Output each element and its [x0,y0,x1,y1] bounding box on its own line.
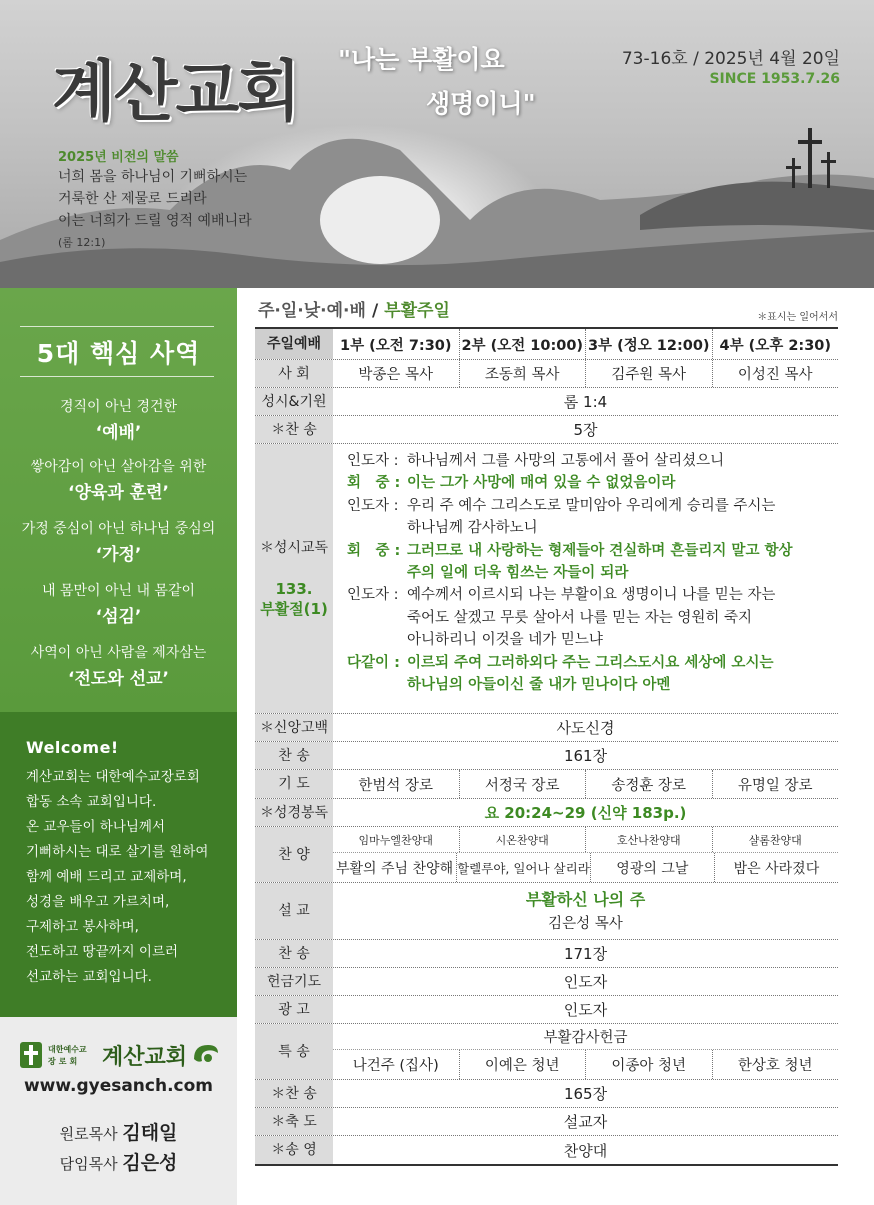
choir-name: 시온찬양대 [459,827,586,852]
row-label [255,444,333,713]
row-value: 인도자 [563,973,608,991]
litany-phrase: 우리 주 예수 그리스도로 말미암아 우리에게 승리를 주시는 [407,497,776,514]
worship-title-left: 주·일·낮·예·배 [258,301,366,321]
litany-phrase: 주의 일에 더욱 힘쓰는 자들이 되라 [407,565,629,582]
choir-name: 샬롬찬양대 [712,827,839,852]
table-row-scripture [255,799,838,827]
welcome-title: Welcome! [26,738,119,757]
welcome-line: 함께 예배 드리고 교제하며, [26,869,187,885]
choir-name: 임마누엘찬양대 [358,833,433,847]
pastor-senior-name: 김은성 [122,1152,178,1174]
row-label: ＊찬 송 [255,1080,333,1107]
row-value: 사도신경 [556,719,615,737]
table-row-creed [255,714,838,742]
core-item-sub: 가정 중심이 아닌 하나님 중심의 [21,521,216,537]
litany-phrase: 하나님께 감사하노니 [407,520,538,537]
row-value: 설교자 [563,1113,608,1131]
service-time: 1부 (오전 7:30) [339,337,452,354]
litany-line [347,450,838,472]
special-singer: 이예은 청년 [459,1050,586,1079]
welcome-line: 선교하는 교회입니다. [26,969,152,985]
choir-name: 호산나찬양대 [585,827,712,852]
table-row-offering-prayer [255,968,838,996]
litany-phrase: 죽어도 살겠고 무릇 살아서 나를 믿는 자는 영원히 죽지 [407,609,753,626]
litany-line [347,472,838,494]
litany-speaker: 인도자 : [347,587,399,604]
table-row-notice [255,996,838,1024]
row-label: 성시&기원 [255,388,333,415]
divider [20,376,214,377]
row-label: 설 교 [255,883,333,939]
divider [20,326,214,327]
pastor-senior-label: 담임목사 [59,1155,118,1173]
host-name: 박종은 목사 [358,367,434,383]
table-row-hymn [255,1080,838,1108]
choir-song: 영광의 그날 [590,853,714,882]
sermon-title: 부활하신 나의 주 [525,890,646,909]
core-item-sub: 쌓아감이 아닌 살아감을 위한 [30,459,207,475]
row-label: 사 회 [255,360,333,387]
table-row-call-to-worship [255,388,838,416]
litany-line [347,629,838,651]
litany-phrase: 그러므로 내 사랑하는 형제들아 견실하며 흔들리지 말고 항상 [407,542,793,559]
litany-text [333,444,838,713]
table-row-hymn [255,416,838,444]
litany-number [260,579,328,619]
host-name: 김주원 목사 [585,360,712,387]
litany-speaker: 인도자 : [347,453,399,469]
table-row-choir [255,827,838,883]
row-label: 주일예배 [255,329,333,359]
litany-line [347,562,838,584]
table-row-hymn [255,742,838,770]
logo-denomination: 장로회 [48,1057,81,1066]
litany-phrase: 이는 그가 사망에 매여 있을 수 없었음이라 [407,475,676,492]
row-value: 인도자 [563,1001,608,1019]
table-row-sermon [255,883,838,940]
vision-line: 거룩한 산 제물로 드리라 [58,191,207,207]
special-singer: 나건주 (집사) [352,1058,439,1074]
table-row-doxology [255,1136,838,1164]
welcome-line: 계산교회는 대한예수교장로회 [26,769,200,785]
special-singer: 한상호 청년 [712,1050,839,1079]
easter-quote-line2: 생명이니" [426,89,536,118]
table-row-prayer [255,770,838,799]
service-time: 3부 (정오 12:00) [585,329,712,359]
row-label: 기 도 [255,770,333,798]
litany-label: ＊성시교독 [259,539,329,556]
prayer-name: 유명일 장로 [712,770,839,798]
litany-phrase: 하나님께서 그를 사망의 고통에서 풀어 살리셨으니 [407,453,725,469]
table-row-benediction [255,1108,838,1136]
row-label: 헌금기도 [255,968,333,995]
header-banner [0,0,874,288]
row-label: ＊신앙고백 [255,714,333,741]
special-song-title: 부활감사헌금 [333,1024,838,1050]
core-item-main: ‘전도와 선교’ [68,669,169,689]
pastor-emeritus [0,1118,237,1145]
church-title: 계산교회 [52,53,300,130]
litany-phrase: 이르되 주여 그러하외다 주는 그리스도시요 세상에 오시는 [407,654,774,671]
prayer-name: 서정국 장로 [459,770,586,798]
litany-line [347,652,838,674]
host-name: 조동희 목사 [459,360,586,387]
pastor-emeritus-name: 김태일 [122,1122,178,1144]
choir-song: 부활의 주님 찬양해 [336,860,454,877]
row-label: 광 고 [255,996,333,1023]
row-label: 찬 송 [255,742,333,769]
row-value: 161장 [563,747,608,765]
church-logo-cross-icon [20,1042,42,1068]
core-ministry-title: 5대 핵심 사역 [36,339,201,368]
choir-song: 할렐루야, 일어나 살리라 [456,853,590,882]
special-singer: 이종아 청년 [585,1050,712,1079]
core-item-main: ‘섬김’ [95,607,142,627]
litany-line [347,674,838,696]
litany-speaker: 회 중 : [347,475,401,492]
litany-line [347,584,838,606]
litany-line [347,517,838,539]
row-label: ＊송 영 [255,1136,333,1164]
church-website-link[interactable]: www.gyesanch.com [23,1076,214,1096]
row-label: 찬 송 [255,940,333,967]
core-item-main: ‘가정’ [95,545,142,565]
litany-speaker: 회 중 : [347,542,401,559]
table-row-hymn [255,940,838,968]
issue-date: 73-16호 / 2025년 4월 20일 [621,49,840,69]
host-name: 이성진 목사 [712,360,839,387]
vision-reference: (롬 12:1) [58,236,106,249]
row-value: 165장 [563,1085,608,1103]
row-label: ＊축 도 [255,1108,333,1135]
core-item-sub: 내 몸만이 아닌 내 몸같이 [41,583,196,599]
three-crosses-icon [782,124,842,190]
vision-line: 너희 몸을 하나님이 기뻐하시는 [58,169,248,185]
standing-note: ＊표시는 일어서서 [757,312,838,323]
row-label: ＊성경봉독 [255,799,333,826]
prayer-name: 한범석 장로 [358,777,434,794]
vision-title: 2025년 비전의 말씀 [58,150,179,165]
core-item-sub: 사역이 아닌 사람을 제자삼는 [30,645,207,661]
row-value: 찬양대 [563,1141,608,1160]
row-label: 찬 양 [255,827,333,882]
litany-number-line: 133. [275,579,313,598]
since-date: SINCE 1953.7.26 [709,71,840,87]
row-label: ＊찬 송 [255,416,333,443]
easter-quote-line1: "나는 부활이요 [338,45,505,74]
worship-order-table [255,327,838,1166]
scripture-reference: 요 20:24~29 (신약 183p.) [484,804,687,822]
litany-line [347,607,838,629]
service-time: 4부 (오후 2:30) [712,329,839,359]
welcome-line: 온 교우들이 하나님께서 [26,819,165,835]
welcome-line: 성경을 배우고 가르치며, [26,894,170,910]
litany-phrase: 하나님의 아들이신 줄 내가 믿나이다 아멘 [407,677,671,694]
title-separator: / [371,301,379,321]
pastor-emeritus-label: 원로목사 [59,1125,118,1143]
core-item-sub: 경직이 아닌 경건한 [59,399,178,415]
row-value: 171장 [563,945,608,963]
table-row-host [255,360,838,388]
vision-line: 이는 너희가 드릴 영적 예배니라 [58,213,252,229]
welcome-line: 기뻐하시는 대로 살기를 원하여 [26,844,209,860]
church-logo-wave-icon [190,1041,220,1067]
welcome-line: 전도하고 땅끝까지 이르러 [26,944,179,960]
core-item-main: ‘예배’ [95,423,142,443]
litany-phrase: 예수께서 이르시되 나는 부활이요 생명이니 나를 믿는 자는 [407,587,776,604]
litany-line [347,540,838,562]
worship-order-title [258,296,450,321]
litany-phrase: 아니하리니 이것을 네가 믿느냐 [407,632,603,649]
choir-song: 밤은 사라졌다 [714,853,838,882]
table-row-special-song [255,1024,838,1080]
core-item-main: ‘양육과 훈련’ [68,483,169,503]
worship-title-right: 부활주일 [384,301,450,321]
row-value: 롬 1:4 [563,393,608,411]
pastor-senior [0,1148,237,1175]
sermon-preacher: 김은성 목사 [548,916,623,932]
litany-speaker: 다같이 : [347,654,400,671]
row-label: 특 송 [255,1024,333,1079]
welcome-line: 구제하고 봉사하며, [26,919,139,935]
row-value: 5장 [573,421,598,439]
litany-line [347,495,838,517]
litany-number-line: 부활절(1) [260,599,328,618]
litany-speaker: 인도자 : [347,497,399,514]
logo-church-name: 계산교회 [102,1045,188,1070]
welcome-line: 합동 소속 교회입니다. [26,794,157,810]
service-time: 2부 (오전 10:00) [459,329,586,359]
table-row-responsive-reading [255,444,838,714]
logo-denomination: 대한예수교 [48,1045,87,1054]
table-row-services [255,329,838,360]
prayer-name: 송정훈 장로 [585,770,712,798]
